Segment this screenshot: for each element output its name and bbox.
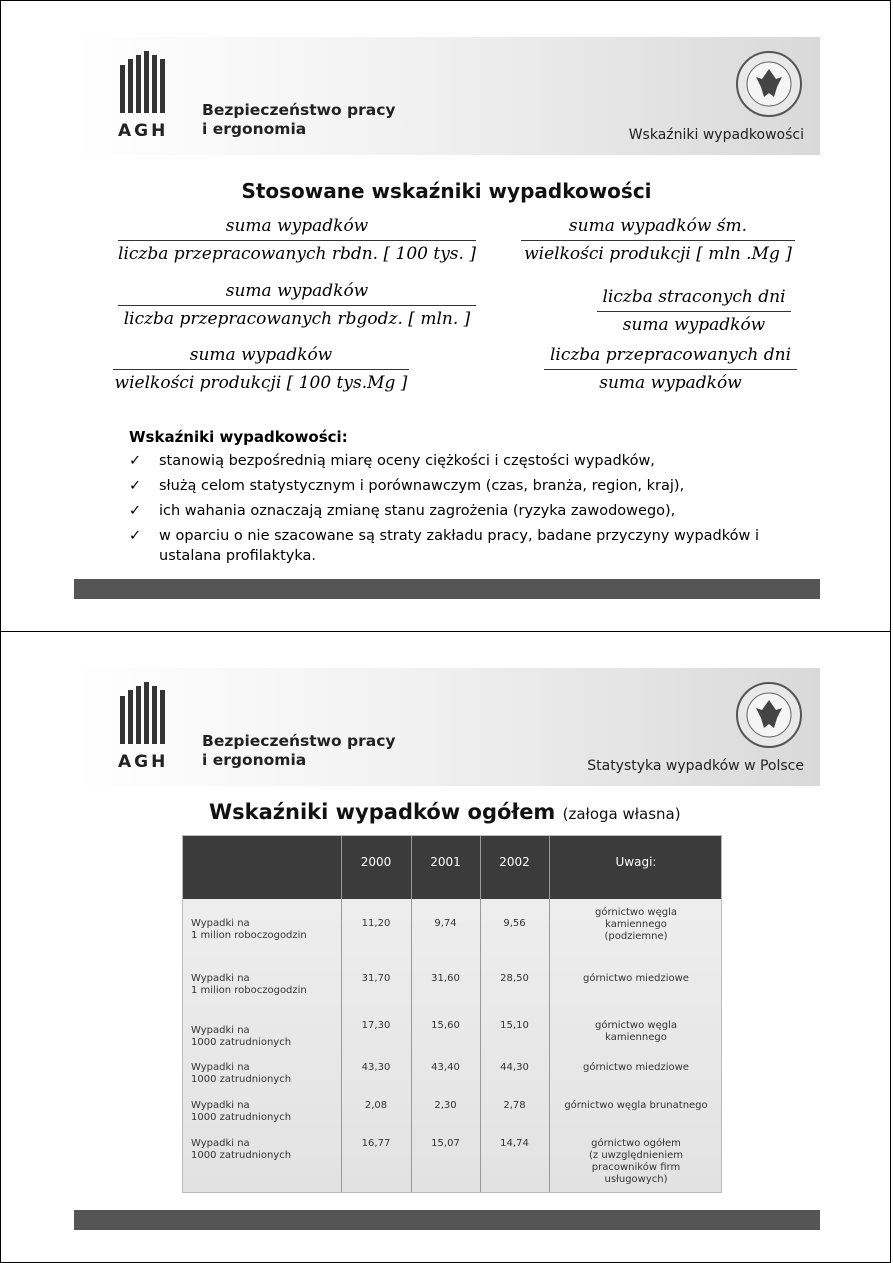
table-cell: 43,40 <box>431 1062 460 1073</box>
table-row-label: Wypadki na 1000 zatrudnionych <box>191 1138 292 1161</box>
header-uwagi: Uwagi: <box>615 855 657 869</box>
list-item-text: służą celom statystycznym i porównawczym (czas, branża, region, kraj), <box>159 478 685 494</box>
table-note: górnictwo miedziowe <box>583 1062 689 1073</box>
fraction-6 <box>544 345 797 393</box>
slide-title <box>209 800 681 824</box>
list-item <box>129 501 809 521</box>
table-row-label: Wypadki na 1000 zatrudnionych <box>191 1025 292 1048</box>
slide-2 <box>0 631 891 1263</box>
accident-table <box>182 835 722 1193</box>
course-title-line1: Bezpieczeństwo pracy <box>202 732 396 750</box>
table-cell: 28,50 <box>500 973 529 984</box>
fraction-1 <box>118 216 476 264</box>
table-cell: 9,74 <box>434 918 457 929</box>
fraction-numerator: suma wypadków śm. <box>521 216 795 241</box>
list-item-text: ich wahania oznaczają zmianę stanu zagrożenia (ryzyka zawodowego), <box>159 503 676 519</box>
check-icon: ✓ <box>129 478 142 494</box>
table-cell: 2,30 <box>434 1100 457 1111</box>
table-cell: 44,30 <box>500 1062 529 1073</box>
list-item <box>129 476 809 496</box>
table-note: górnictwo węgla kamiennego <box>595 1020 677 1043</box>
table-note: górnictwo węgla kamiennego (podziemne) <box>595 907 677 942</box>
check-icon: ✓ <box>129 453 142 469</box>
fraction-numerator: liczba przepracowanych dni <box>544 345 797 370</box>
fraction-denominator: wielkości produkcji [ mln .Mg ] <box>524 244 792 264</box>
table-note: górnictwo węgla brunatnego <box>564 1100 708 1111</box>
table-cell: 17,30 <box>361 1020 391 1031</box>
footer-bar <box>74 1210 820 1230</box>
fraction-denominator: wielkości produkcji [ 100 tys.Mg ] <box>114 373 408 393</box>
fraction-denominator: liczba przepracowanych rbdn. [ 100 tys. ] <box>118 244 476 264</box>
list-item-text: w oparciu o nie szacowane są straty zakładu pracy, badane przyczyny wypadków i ustalana profilaktyka. <box>159 528 759 564</box>
slide-title-subtitle: (załoga własna) <box>562 805 681 823</box>
table-cell: 15,10 <box>500 1020 529 1031</box>
agh-logo-icon <box>118 682 170 744</box>
table-cell: 15,60 <box>431 1020 460 1031</box>
list-item <box>129 451 809 471</box>
slide-title-main: Wskaźniki wypadków ogółem <box>209 800 556 824</box>
check-icon: ✓ <box>129 528 142 544</box>
table-cell: 2,78 <box>503 1100 526 1111</box>
table-cell: 9,56 <box>503 918 526 929</box>
list-item-text: stanowią bezpośrednią miarę oceny ciężkości i częstości wypadków, <box>159 453 655 469</box>
table-cell: 31,60 <box>431 973 460 984</box>
section-label: Wskaźniki wypadkowości <box>628 127 804 143</box>
fraction-denominator: liczba przepracowanych rbgodz. [ mln. ] <box>123 309 471 329</box>
table-note: górnictwo ogółem (z uwzględnieniem pracowników firm usługowych) <box>589 1138 683 1185</box>
bullet-list <box>129 451 809 571</box>
fraction-numerator: suma wypadków <box>118 216 476 241</box>
table-cell: 14,74 <box>500 1138 529 1149</box>
university-seal-icon <box>734 49 804 119</box>
course-title-line2: i ergonomia <box>202 751 307 769</box>
course-title <box>202 732 396 770</box>
slide-title: Stosowane wskaźniki wypadkowości <box>241 179 652 203</box>
course-title <box>202 101 396 139</box>
table-row-label: Wypadki na 1 milion roboczogodzin <box>191 918 307 941</box>
table-cell: 11,20 <box>361 918 391 929</box>
table-row-label: Wypadki na 1000 zatrudnionych <box>191 1062 292 1085</box>
agh-logo-text: AGH <box>118 752 169 772</box>
agh-logo-text: AGH <box>118 121 169 141</box>
table-row-label: Wypadki na 1 milion roboczogodzin <box>191 973 307 996</box>
fraction-numerator: liczba straconych dni <box>597 287 791 312</box>
slide-1 <box>0 0 891 632</box>
header-2000: 2000 <box>360 855 392 869</box>
table-cell: 16,77 <box>361 1138 391 1149</box>
slide-header <box>74 37 820 155</box>
fraction-denominator: suma wypadków <box>622 315 766 335</box>
fraction-5 <box>597 287 791 335</box>
table-cell: 43,30 <box>361 1062 391 1073</box>
fraction-2 <box>118 281 476 329</box>
list-item <box>129 526 809 566</box>
table-note: górnictwo miedziowe <box>583 973 689 984</box>
table-row-label: Wypadki na 1000 zatrudnionych <box>191 1100 292 1123</box>
fraction-denominator: suma wypadków <box>599 373 742 393</box>
fraction-4 <box>521 216 795 264</box>
slide-header <box>74 668 820 786</box>
course-title-line1: Bezpieczeństwo pracy <box>202 101 396 119</box>
header-2002: 2002 <box>499 855 530 869</box>
fraction-numerator: suma wypadków <box>113 345 409 370</box>
agh-logo-icon <box>118 51 170 113</box>
check-icon: ✓ <box>129 503 142 519</box>
footer-bar <box>74 579 820 599</box>
fraction-3 <box>113 345 409 393</box>
section-label: Statystyka wypadków w Polsce <box>587 758 804 774</box>
university-seal-icon <box>734 680 804 750</box>
course-title-line2: i ergonomia <box>202 120 307 138</box>
table-cell: 15,07 <box>431 1138 460 1149</box>
table-cell: 31,70 <box>361 973 391 984</box>
fraction-numerator: suma wypadków <box>118 281 476 306</box>
header-2001: 2001 <box>430 855 461 869</box>
bullets-heading: Wskaźniki wypadkowości: <box>129 428 348 446</box>
table-cell: 2,08 <box>364 1100 388 1111</box>
